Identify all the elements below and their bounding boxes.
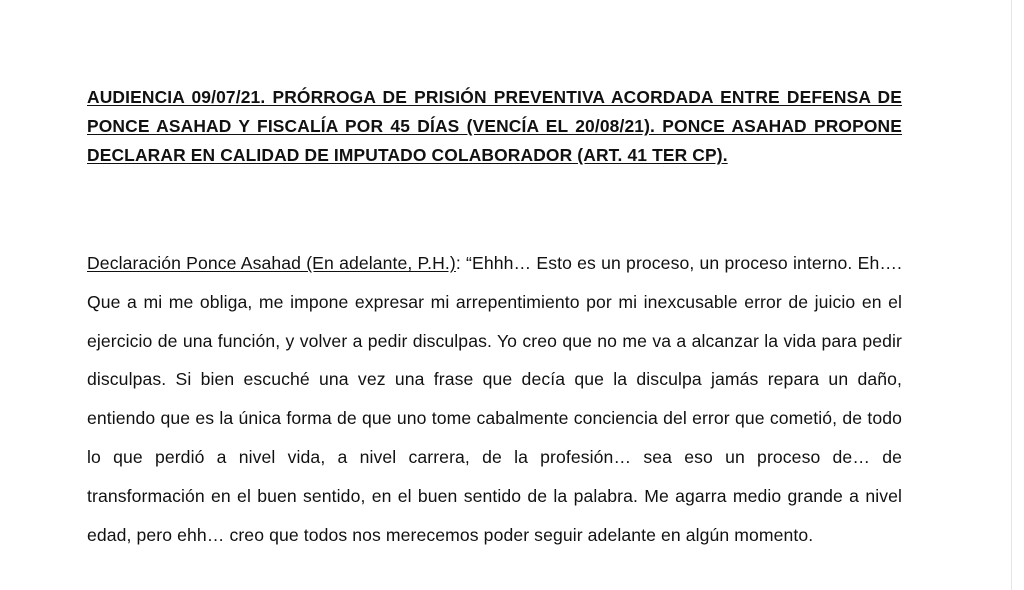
page-edge-divider [1011, 0, 1012, 590]
statement-paragraph [87, 244, 902, 554]
document-heading: AUDIENCIA 09/07/21. PRÓRROGA DE PRISIÓN PREVENTIVA ACORDADA ENTRE DEFENSA DE PONCE ASAHAD Y FISCALÍA POR 45 DÍAS (VENCÍA EL 20/08/21). PONCE ASAHAD PROPONE DECLARAR EN CALIDAD DE IMPUTADO COLABORADOR (ART. 41 TER CP). [87, 87, 902, 165]
statement-text: : “Ehhh… Esto es un proceso, un proceso interno. Eh…. Que a mi me obliga, me impone expresar mi arrepentimiento por mi inexcusable error de juicio en el ejercicio de una función, y volver a pedir disculpas. Yo creo que no me va a alcanzar la vida para pedir disculpas. Si bien escuché una vez una frase que decía que la disculpa jamás repara un daño, entiendo que es la única forma de que uno tome cabalmente conciencia del error que cometió, de todo lo que perdió a nivel vida, a nivel carrera, de la profesión… sea eso un proceso de… de transformación en el buen sentido, en el buen sentido de la palabra. Me agarra medio grande a nivel edad, pero ehh… creo que todos nos merecemos poder seguir adelante en algún momento. [87, 253, 903, 545]
statement-speaker: Declaración Ponce Asahad (En adelante, P.H.) [87, 253, 456, 273]
